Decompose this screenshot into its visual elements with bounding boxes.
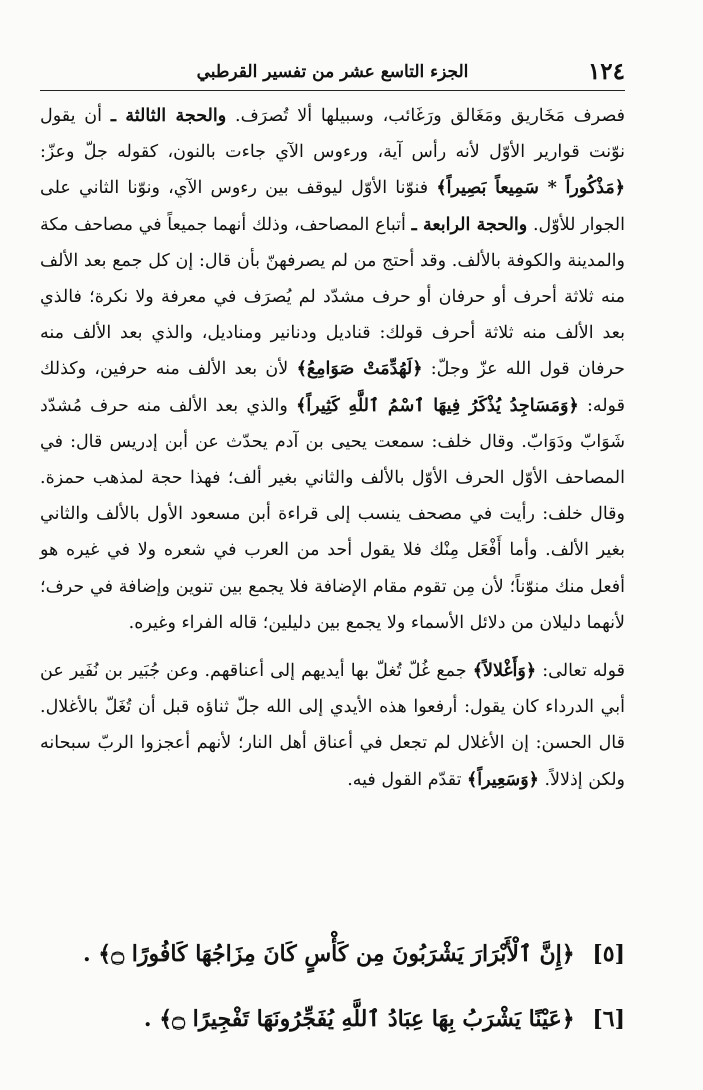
heading-third-argument: والحجة الثالثة ـ	[110, 106, 227, 126]
quran-quote: ﴿لَهُدِّمَتْ صَوَامِعُ﴾	[296, 359, 423, 380]
text-segment: جمع غُلّ تُغلّ بها أيديهم إلى أعناقهم. وعن جُبَير بن نُفَير عن أبي الدرداء كان يقول: أرفعوا هذه الأيدي إلى الله جلّ ثناؤه قبل أن تُغَلّ بالأغلال. قال الحسن: إن الأغلال لم تجعل في أعناق أهل النار؛ لأنهم أعجزوا الربّ سبحانه ولكن إذلالاً.	[40, 661, 625, 790]
ayah-number: [٦]	[592, 1006, 625, 1032]
heading-fourth-argument: والحجة الرابعة ـ	[411, 214, 528, 235]
quran-quote: ﴿مَذْكُوراً * سَمِيعاً بَصِيراً﴾	[436, 178, 625, 199]
ayah-number: [٥]	[592, 941, 625, 967]
paragraph-1	[40, 98, 625, 641]
text-segment: تقدّم القول فيه.	[347, 769, 462, 790]
ayah-5	[40, 930, 625, 978]
paragraph-2	[40, 653, 625, 798]
ayah-6	[40, 995, 625, 1043]
text-segment: فنوّنا الأوّل ليوقف بين رءوس الآي، ونوّنا الثاني على الجوار للأوّل.	[40, 178, 625, 235]
text-segment: لأن بعد الألف منه حرفين، وكذلك قوله:	[40, 359, 625, 416]
text-segment: قوله تعالى:	[542, 661, 625, 682]
running-title: الجزء التاسع عشر من تفسير القرطبي	[196, 62, 469, 82]
quran-quote: ﴿وَمَسَاجِدُ يُذْكَرُ فِيهَا ٱسْمُ ٱللَّهِ كَثِيراً﴾	[296, 395, 579, 416]
commentary-text	[40, 98, 625, 798]
ayah-text: ﴿إِنَّ ٱلْأَبْرَارَ يَشْرَبُونَ مِن كَأْسٍ كَانَ مِزَاجُهَا كَافُورًا ۝﴾ .	[82, 941, 575, 967]
quran-quote: ﴿وَأَغْلالاً﴾	[472, 661, 537, 682]
text-segment: أتباع المصاحف، وذلك أنهما جميعاً في مصاحف مكة والمدينة والكوفة بالألف. وقد أحتج من لم يصرفهنّ بأن قال: إن كل جمع بعد الألف منه ثلاثة أحرف أو حرفان أو حرف مشدّد لم يُصرَف في معرفة ولا نكرة؛ فالذي بعد الألف منه ثلاثة أحرف قولك: قناديل ودنانير ومناديل، والذي بعد الألف منه حرفان قول الله عزّ وجلّ:	[40, 214, 625, 380]
text-segment: فصرف مَخَاريق ومَغَالق ورَغَائب، وسبيلها ألا تُصرَف.	[235, 106, 625, 126]
ayah-text: ﴿عَيْنًا يَشْرَبُ بِهَا عِبَادُ ٱللَّهِ يُفَجِّرُونَهَا تَفْجِيرًا ۝﴾ .	[143, 1006, 575, 1032]
quran-quote: ﴿وَسَعِيراً﴾	[467, 769, 539, 790]
page-header	[40, 56, 625, 91]
text-segment: أن يقول نوّنت قوارير الأوّل لأنه رأس آية، ورءوس الآي جاءت بالنون، كقوله جلّ وعزّ:	[40, 106, 625, 163]
page-number: ١٢٤	[587, 58, 625, 85]
text-segment: والذي بعد الألف منه حرف مُشدّد شَوَابّ ودَوَابّ. وقال خلف: سمعت يحيى بن آدم يحدّث عن أبن إدريس قال: في المصاحف الأوّل الحرف الأوّل بالألف والثاني بغير ألف؛ فهذا حجة لمذهب حمزة. وقال خلف: رأيت في مصحف ينسب إلى قراءة أبن مسعود الأول بالألف والثاني بغير الألف. وأما أَفْعَل مِنْك فلا يقول أحد من العرب في شعره ولا في غيره هو أفعل منك منوّناً؛ لأن مِن تقوم مقام الإضافة فلا يجمع بين تنوين وإضافة في حرف؛ لأنهما دليلان من دلائل الأسماء ولا يجمع بين دليلين؛ قاله الفراء وغيره.	[40, 395, 625, 633]
